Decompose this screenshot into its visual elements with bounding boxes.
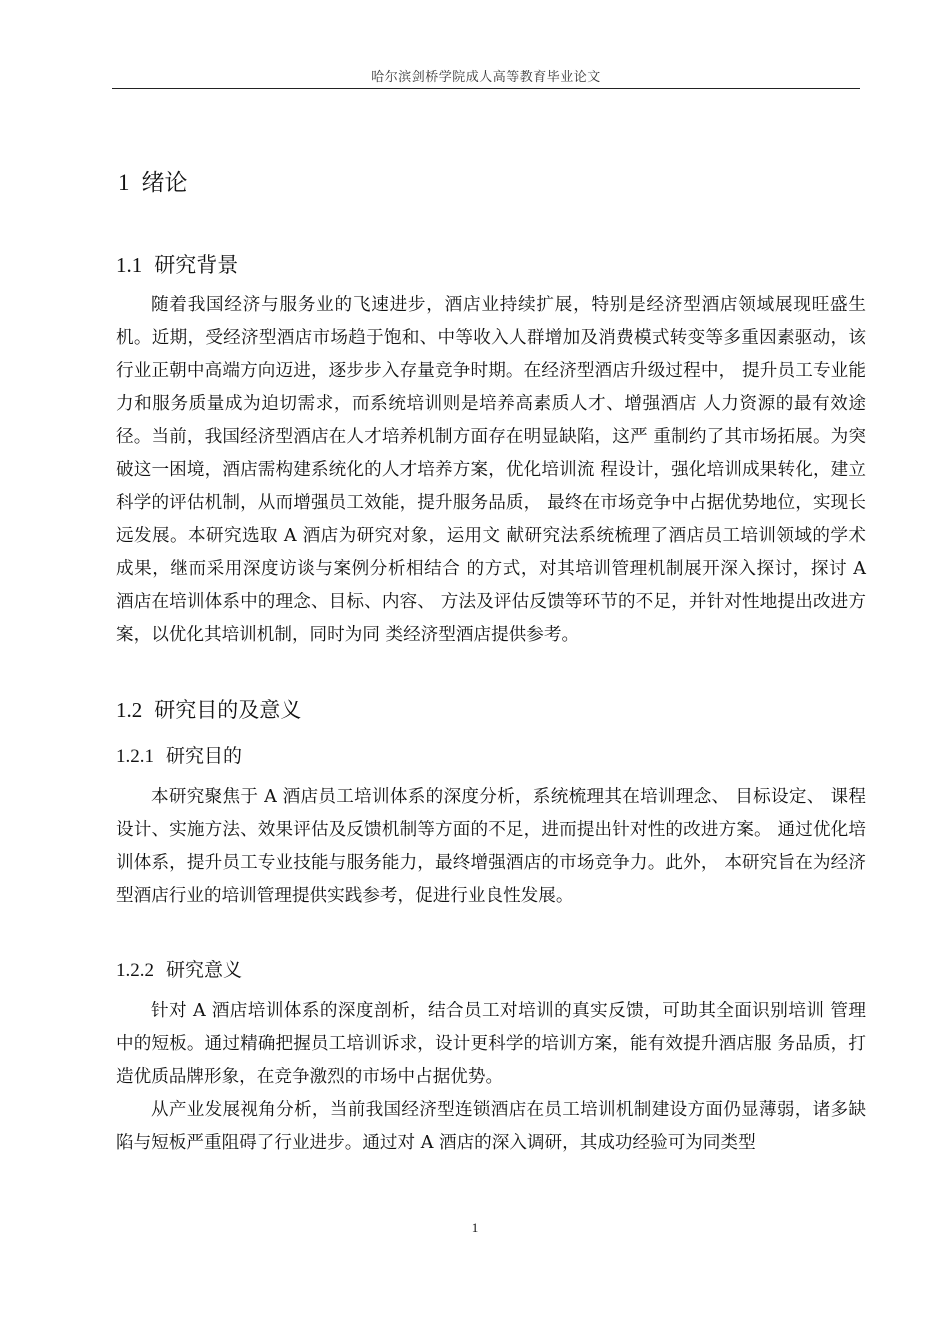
chapter-heading — [118, 164, 188, 197]
running-header: 哈尔滨剑桥学院成人高等教育毕业论文 — [371, 70, 601, 85]
section-heading-1-1 — [116, 249, 238, 279]
page-number: 1 — [471, 1220, 479, 1235]
section-heading-1-2-1 — [116, 741, 242, 768]
section-title: 研究背景 — [154, 253, 239, 277]
header-divider — [112, 88, 860, 89]
section-number: 1.2.1 — [116, 746, 154, 767]
chapter-number: 1 — [118, 170, 130, 195]
paragraph-purpose: 本研究聚焦于 A 酒店员工培训体系的深度分析，系统梳理其在培训理念、 目标设定、 课程设计、实施方法、效果评估及反馈机制等方面的不足，进而提出针对性的改进方案。 通过优化培训体系，提升员工专业技能与服务能力，最终增强酒店的市场竞争力。此外， 本研究旨在为经济型酒店行业的培训管理提供实践参考，促进行业良性发展。 — [116, 787, 866, 906]
section-number: 1.2 — [116, 698, 143, 722]
chapter-title: 绪论 — [141, 170, 188, 196]
section-title: 研究目的及意义 — [154, 698, 302, 722]
paragraph-significance-2: 从产业发展视角分析，当前我国经济型连锁酒店在员工培训机制建设方面仍显薄弱，诸多缺陷与短板严重阻碍了行业进步。通过对 A 酒店的深入调研，其成功经验可为同类型 — [116, 1100, 866, 1153]
section-title: 研究目的 — [166, 745, 243, 767]
section-heading-1-2 — [116, 694, 301, 724]
section-number: 1.1 — [116, 253, 143, 277]
paragraph-background: 随着我国经济与服务业的飞速进步，酒店业持续扩展，特别是经济型酒店领域展现旺盛生机。近期，受经济型酒店市场趋于饱和、中等收入人群增加及消费模式转变等多重因素驱动，该行业正朝中高端方向迈进，逐步步入存量竞争时期。在经济型酒店升级过程中， 提升员工专业能力和服务质量成为迫切需求，而系统培训则是培养高素质人才、增强酒店 人力资源的最有效途径。当前，我国经济型酒店在人才培养机制方面存在明显缺陷，这严 重制约了其市场拓展。为突破这一困境，酒店需构建系统化的人才培养方案，优化培训流 程设计，强化培训成果转化，建立科学的评估机制，从而增强员工效能，提升服务品质， 最终在市场竞争中占据优势地位，实现长远发展。本研究选取 A 酒店为研究对象，运用文 献研究法系统梳理了酒店员工培训领域的学术成果，继而采用深度访谈与案例分析相结合 的方式，对其培训管理机制展开深入探讨，探讨 A 酒店在培训体系中的理念、目标、内容、 方法及评估反馈等环节的不足，并针对性地提出改进方案，以优化其培训机制，同时为同 类经济型酒店提供参考。 — [116, 295, 866, 645]
section-number: 1.2.2 — [116, 960, 154, 981]
paragraph-significance-1: 针对 A 酒店培训体系的深度剖析，结合员工对培训的真实反馈，可助其全面识别培训 管理中的短板。通过精确把握员工培训诉求，设计更科学的培训方案，能有效提升酒店服 务品质，打造优质品牌形象，在竞争激烈的市场中占据优势。 — [116, 1001, 866, 1087]
section-heading-1-2-2 — [116, 955, 242, 982]
section-title: 研究意义 — [166, 959, 243, 981]
